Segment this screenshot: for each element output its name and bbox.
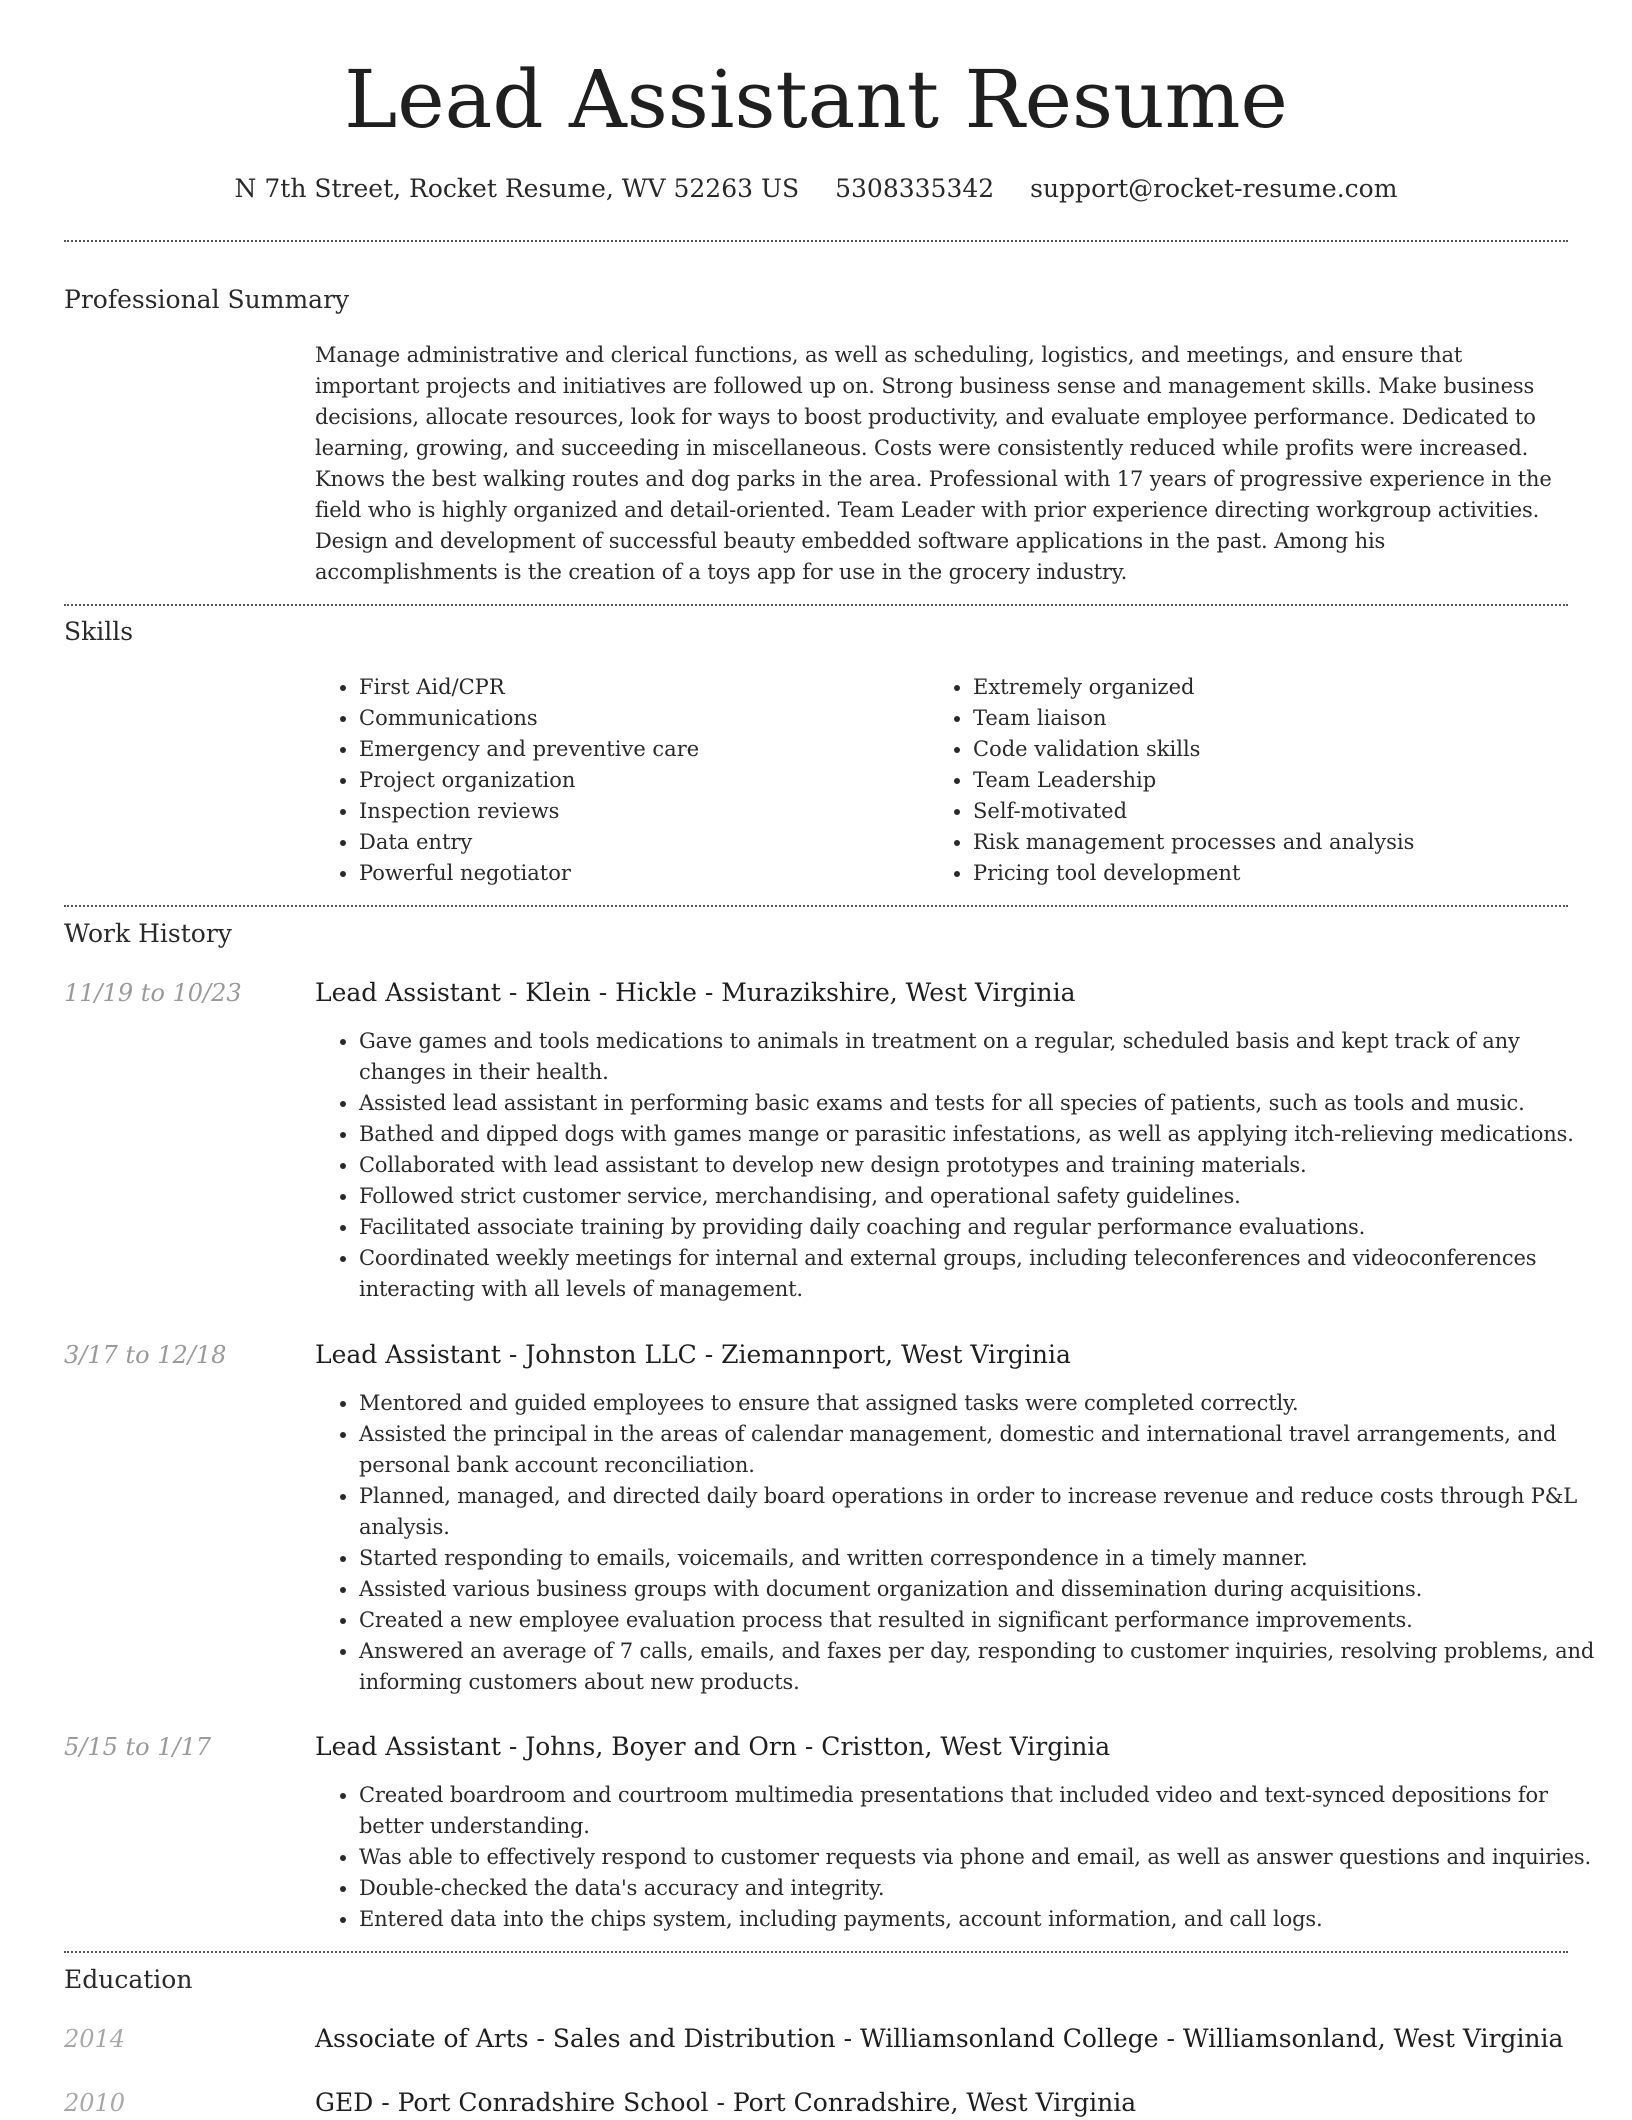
- list-item: • Assisted lead assistant in performing basic exams and tests for all species of patients, such as tools and music.: [359, 1088, 1612, 1119]
- section-heading-skills: Skills: [64, 617, 134, 646]
- section-divider: [64, 604, 1568, 606]
- skill-item: • Team Leadership: [973, 765, 1414, 796]
- list-item: • Entered data into the chips system, including payments, account information, and call logs.: [359, 1904, 1612, 1935]
- list-item: • Mentored and guided employees to ensure that assigned tasks were completed correctly.: [359, 1388, 1612, 1419]
- job-bullets: [315, 1026, 1612, 1305]
- list-item: • Started responding to emails, voicemails, and written correspondence in a timely manner.: [359, 1543, 1612, 1574]
- contact-email: support@rocket-resume.com: [1030, 174, 1398, 203]
- job-dates: 11/19 to 10/23: [64, 979, 242, 1007]
- skill-item: • Self-motivated: [973, 796, 1414, 827]
- section-divider: [64, 1951, 1568, 1953]
- section-heading-education: Education: [64, 1965, 193, 1994]
- list-item: • Double-checked the data's accuracy and integrity.: [359, 1873, 1612, 1904]
- skill-item: • Emergency and preventive care: [359, 734, 699, 765]
- summary-text: Manage administrative and clerical functions, as well as scheduling, logistics, and meetings, and ensure that important projects and initiatives are followed up on. Strong business sense and management skills. Make business decisions, allocate resources, look for ways to boost productivity, and evaluate employee performance. Dedicated to learning, growing, and succeeding in miscellaneous. Costs were consistently reduced while profits were increased. Knows the best walking routes and dog parks in the area. Professional with 17 years of progressive experience in the field who is highly organized and detail-oriented. Team Leader with prior experience directing workgroup activities. Design and development of successful beauty embedded software applications in the past. Among his accomplishments is the creation of a toys app for use in the grocery industry.: [315, 343, 1552, 584]
- list-item: • Gave games and tools medications to animals in treatment on a regular, scheduled basis and kept track of any changes in their health.: [359, 1026, 1612, 1088]
- skill-item: • Powerful negotiator: [359, 858, 699, 889]
- job-bullets: [315, 1780, 1612, 1935]
- skill-item: • Team liaison: [973, 703, 1414, 734]
- contact-line: [0, 171, 1632, 207]
- contact-phone: 5308335342: [835, 174, 995, 203]
- education-year: 2010: [64, 2089, 126, 2117]
- job-bullets: [315, 1388, 1612, 1698]
- contact-address: N 7th Street, Rocket Resume, WV 52263 US: [234, 174, 800, 203]
- skills-list-left: [315, 672, 699, 889]
- skill-item: • Code validation skills: [973, 734, 1414, 765]
- list-item: • Created boardroom and courtroom multimedia presentations that included video and text-synced depositions for better understanding.: [359, 1780, 1612, 1842]
- skills-list-right: [929, 672, 1414, 889]
- education-year: 2014: [64, 2025, 126, 2053]
- job-dates: 3/17 to 12/18: [64, 1341, 227, 1369]
- job-title: Lead Assistant - Johnston LLC - Ziemannport, West Virginia: [315, 1340, 1071, 1369]
- skill-item: • Pricing tool development: [973, 858, 1414, 889]
- section-divider: [64, 905, 1568, 907]
- list-item: • Created a new employee evaluation process that resulted in significant performance improvements.: [359, 1605, 1612, 1636]
- skill-item: • Extremely organized: [973, 672, 1414, 703]
- education-title: GED - Port Conradshire School - Port Conradshire, West Virginia: [315, 2088, 1137, 2117]
- job-title: Lead Assistant - Klein - Hickle - Murazikshire, West Virginia: [315, 978, 1076, 1007]
- list-item: • Was able to effectively respond to customer requests via phone and email, as well as answer questions and inquiries.: [359, 1842, 1612, 1873]
- list-item: • Collaborated with lead assistant to develop new design prototypes and training materials.: [359, 1150, 1612, 1181]
- job-title: Lead Assistant - Johns, Boyer and Orn - Cristton, West Virginia: [315, 1732, 1111, 1761]
- list-item: • Planned, managed, and directed daily board operations in order to increase revenue and reduce costs through P&L analysis.: [359, 1481, 1612, 1543]
- section-divider: [64, 240, 1568, 242]
- list-item: • Assisted various business groups with document organization and dissemination during acquisitions.: [359, 1574, 1612, 1605]
- section-heading-work: Work History: [64, 919, 232, 948]
- list-item: • Followed strict customer service, merchandising, and operational safety guidelines.: [359, 1181, 1612, 1212]
- list-item: • Bathed and dipped dogs with games mange or parasitic infestations, as well as applying itch-relieving medications.: [359, 1119, 1612, 1150]
- skill-item: • Risk management processes and analysis: [973, 827, 1414, 858]
- list-item: • Assisted the principal in the areas of calendar management, domestic and international travel arrangements, and personal bank account reconciliation.: [359, 1419, 1612, 1481]
- skill-item: • First Aid/CPR: [359, 672, 699, 703]
- skill-item: • Inspection reviews: [359, 796, 699, 827]
- page-title: Lead Assistant Resume: [344, 53, 1288, 146]
- education-title: Associate of Arts - Sales and Distribution - Williamsonland College - Williamsonland, West Virginia: [315, 2024, 1564, 2053]
- section-heading-summary: Professional Summary: [64, 285, 350, 314]
- job-dates: 5/15 to 1/17: [64, 1733, 212, 1761]
- list-item: • Answered an average of 7 calls, emails, and faxes per day, responding to customer inquiries, resolving problems, and informing customers about new products.: [359, 1636, 1612, 1698]
- skill-item: • Communications: [359, 703, 699, 734]
- list-item: • Facilitated associate training by providing daily coaching and regular performance evaluations.: [359, 1212, 1612, 1243]
- skill-item: • Project organization: [359, 765, 699, 796]
- skill-item: • Data entry: [359, 827, 699, 858]
- list-item: • Coordinated weekly meetings for internal and external groups, including teleconferences and videoconferences interacting with all levels of management.: [359, 1243, 1612, 1305]
